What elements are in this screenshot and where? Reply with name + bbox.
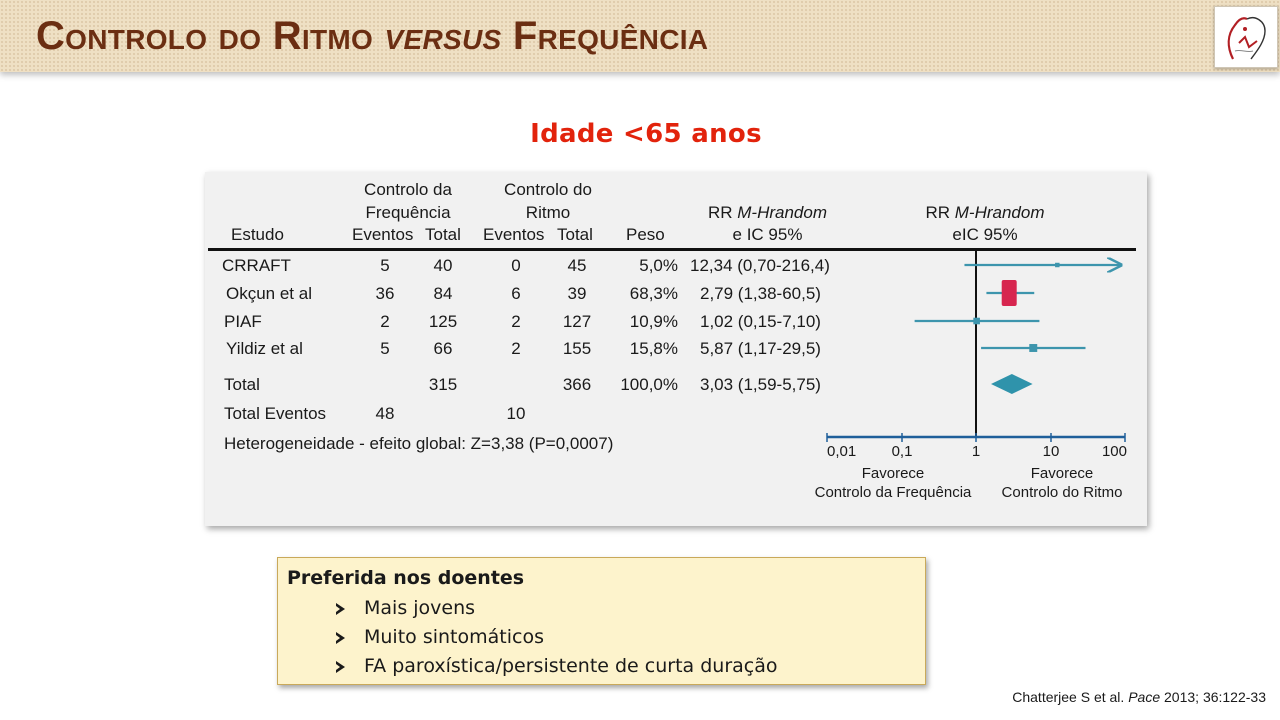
pooled-diamond [991,374,1033,394]
header-freq-group-1: Controlo da [364,180,452,199]
header-ritmo-total: Total [557,225,593,244]
total-r-total: 366 [562,375,592,394]
citation [1012,689,1266,705]
row-r-total: 127 [562,312,592,331]
total-rr: 3,03 (1,59-5,75) [700,375,821,394]
study-marks [915,263,1121,352]
left-favour-label-1: Favorece [861,465,925,482]
header-rr-prefix: RR [707,202,738,222]
total-events-label: Total Eventos [224,404,327,423]
title-bar [0,0,1280,72]
citation-journal: Pace [1128,689,1161,705]
title-part1: Controlo do Ritmo [36,14,385,58]
row-r-events: 2 [511,339,521,358]
bullet-arrow-icon [336,603,345,615]
conclusion-box [277,557,926,685]
left-favour-label-2: Controlo da Frequência [814,484,972,501]
study-point-estimate [1029,344,1037,352]
citation-authors: Chatterjee S et al. [1012,689,1129,705]
bullet-arrow-icon [336,661,345,673]
header-ritmo-group-1: Controlo do [504,180,592,199]
conclusion-title: Preferida nos doentes [287,567,525,589]
header-freq-eventos: Eventos [352,225,414,244]
study-point-estimate [1002,280,1017,306]
row-r-events: 6 [511,284,521,303]
row-study: Okçun et al [226,284,312,303]
header-ritmo-eventos: Eventos [483,225,545,244]
row-f-events: 5 [380,256,390,275]
study-point-estimate [973,318,980,325]
total-label: Total [224,375,260,394]
row-f-total: 84 [433,284,453,303]
row-r-total: 45 [567,256,587,275]
title-italic: versus [384,14,502,58]
x-tick-label: 0,1 [891,443,913,460]
header-freq-total: Total [425,225,461,244]
row-study: Yildiz et al [226,339,303,358]
x-tick-label: 100 [1101,443,1127,460]
heart-logo-icon [1214,6,1278,68]
study-point-estimate [1055,263,1059,267]
total-events-f: 48 [375,404,395,423]
page-title [36,14,708,59]
x-tick-label: 10 [1042,443,1060,460]
right-favour-label-1: Favorece [1030,465,1094,482]
row-f-events: 5 [380,339,390,358]
row-weight: 15,8% [629,339,678,358]
row-r-events: 0 [511,256,521,275]
header-estudo: Estudo [231,225,284,244]
row-rr: 2,79 (1,38-60,5) [700,284,821,303]
citation-ref: 2013; 36:122-33 [1160,689,1266,705]
bullet-text: Mais jovens [364,597,476,619]
row-weight: 5,0% [639,256,678,275]
subtitle: Idade <65 anos [530,119,762,149]
total-weight: 100,0% [620,375,678,394]
header-peso: Peso [626,225,665,244]
row-weight: 10,9% [629,312,678,331]
row-f-events: 2 [380,312,390,331]
total-events-r: 10 [506,404,526,423]
forest-plot-chart [205,172,1147,526]
row-r-total: 155 [562,339,592,358]
row-weight: 68,3% [629,284,678,303]
header-rr-line2: e IC 95% [732,225,803,244]
x-tick-label: 0,01 [827,443,857,460]
row-f-total: 125 [428,312,458,331]
header-plot-line2: eIC 95% [952,225,1018,244]
forest-plot-panel [205,172,1147,526]
row-f-total: 66 [433,339,453,358]
row-rr: 5,87 (1,17-29,5) [700,339,821,358]
row-rr: 1,02 (0,15-7,10) [700,312,821,331]
header-rr-italic: M-Hrandom [737,202,828,222]
title-part2: Frequência [501,14,709,58]
bullet-text: Muito sintomáticos [364,626,544,648]
x-tick-label: 1 [971,443,981,460]
row-rr: 12,34 (0,70-216,4) [690,256,830,275]
bullet-text: FA paroxística/persistente de curta duração [364,655,778,677]
header-freq-group-2: Frequência [365,202,451,222]
heterogeneity-text: Heterogeneidade - efeito global: Z=3,38 (P=0,0007) [224,434,614,453]
row-study: PIAF [224,312,262,331]
row-r-events: 2 [511,312,521,331]
total-f-total: 315 [428,375,458,394]
header-plot-italic: M-Hrandom [954,202,1045,222]
row-f-total: 40 [433,256,453,275]
row-f-events: 36 [375,284,395,303]
heart-logo-svg [1215,7,1277,67]
bullet-arrow-icon [336,632,345,644]
header-plot-prefix: RR [925,202,955,222]
row-study: CRRAFT [222,256,291,275]
right-favour-label-2: Controlo do Ritmo [1001,484,1123,501]
row-r-total: 39 [567,284,587,303]
header-ritmo-group-2: Ritmo [525,202,571,222]
